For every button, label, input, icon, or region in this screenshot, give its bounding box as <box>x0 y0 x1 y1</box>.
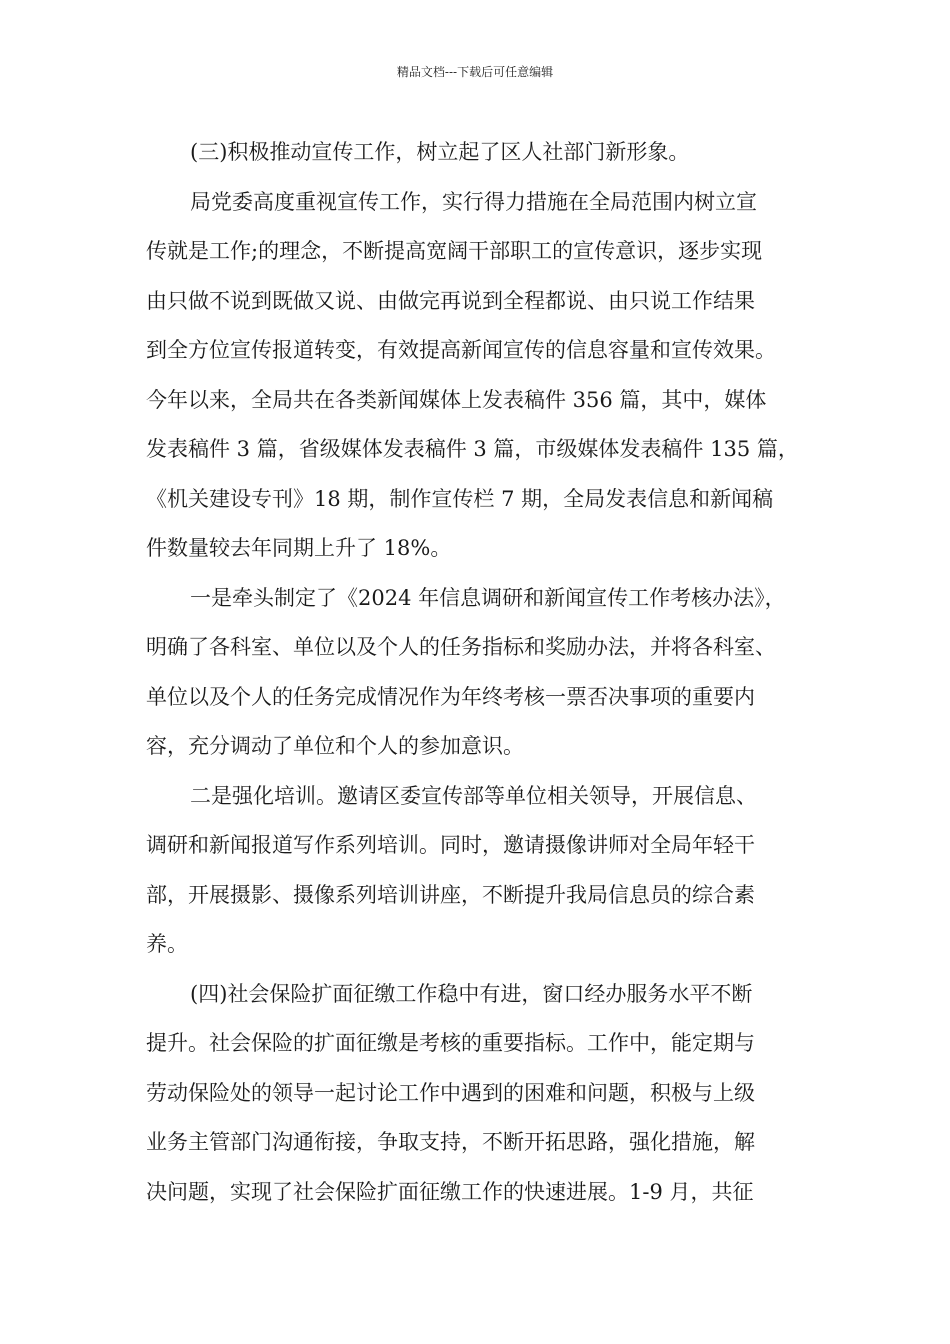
paragraph-line: 局党委高度重视宣传工作，实行得力措施在全局范围内树立宣 <box>190 189 757 214</box>
page-header: 精品文档---下载后可任意编辑 <box>396 65 554 79</box>
paragraph-line: 明确了各科室、单位以及个人的任务指标和奖励办法，并将各科室、 <box>146 635 776 659</box>
paragraph-line: 到全方位宣传报道转变，有效提高新闻宣传的信息容量和宣传效果。 <box>146 338 776 362</box>
paragraph-line: 传就是工作;的理念，不断提高宽阔干部职工的宣传意识，逐步实现 <box>146 239 763 263</box>
paragraph-line: 提升。社会保险的扩面征缴是考核的重要指标。工作中，能定期与 <box>146 1031 755 1055</box>
paragraph-line: 单位以及个人的任务完成情况作为年终考核一票否决事项的重要内 <box>146 684 755 709</box>
paragraph-line: 二是强化培训。邀请区委宣传部等单位相关领导，开展信息、 <box>190 783 757 808</box>
paragraph-line: 件数量较去年同期上升了 18%。 <box>146 536 452 560</box>
paragraph-line: 业务主管部门沟通衔接，争取支持，不断开拓思路，强化措施，解 <box>146 1130 755 1154</box>
paragraph-line: 由只做不说到既做又说、由做完再说到全程都说、由只说工作结果 <box>146 288 755 313</box>
paragraph-line: 今年以来，全局共在各类新闻媒体上发表稿件 356 篇，其中，媒体 <box>146 387 767 412</box>
paragraph-line: 劳动保险处的领导一起讨论工作中遇到的困难和问题，积极与上级 <box>146 1080 755 1105</box>
paragraph-line: 一是牵头制定了《2024 年信息调研和新闻宣传工作考核办法》， <box>190 585 786 610</box>
section-heading: (四)社会保险扩面征缴工作稳中有进，窗口经办服务水平不断 <box>190 981 753 1006</box>
paragraph-line: 发表稿件 3 篇，省级媒体发表稿件 3 篇，市级媒体发表稿件 135 篇， <box>146 437 799 461</box>
section-heading: (三)积极推动宣传工作，树立起了区人社部门新形象。 <box>190 140 690 164</box>
paragraph-line: 养。 <box>146 932 188 956</box>
document-body <box>146 128 822 1217</box>
paragraph-line: 容，充分调动了单位和个人的参加意识。 <box>146 734 524 758</box>
paragraph-line: 调研和新闻报道写作系列培训。同时，邀请摄像讲师对全局年轻干 <box>146 833 755 857</box>
paragraph-line: 《机关建设专刊》18 期，制作宣传栏 7 期，全局发表信息和新闻稿 <box>146 486 774 511</box>
paragraph-line: 决问题，实现了社会保险扩面征缴工作的快速进展。1-9 月，共征 <box>146 1179 754 1204</box>
paragraph-line: 部，开展摄影、摄像系列培训讲座，不断提升我局信息员的综合素 <box>146 882 755 907</box>
